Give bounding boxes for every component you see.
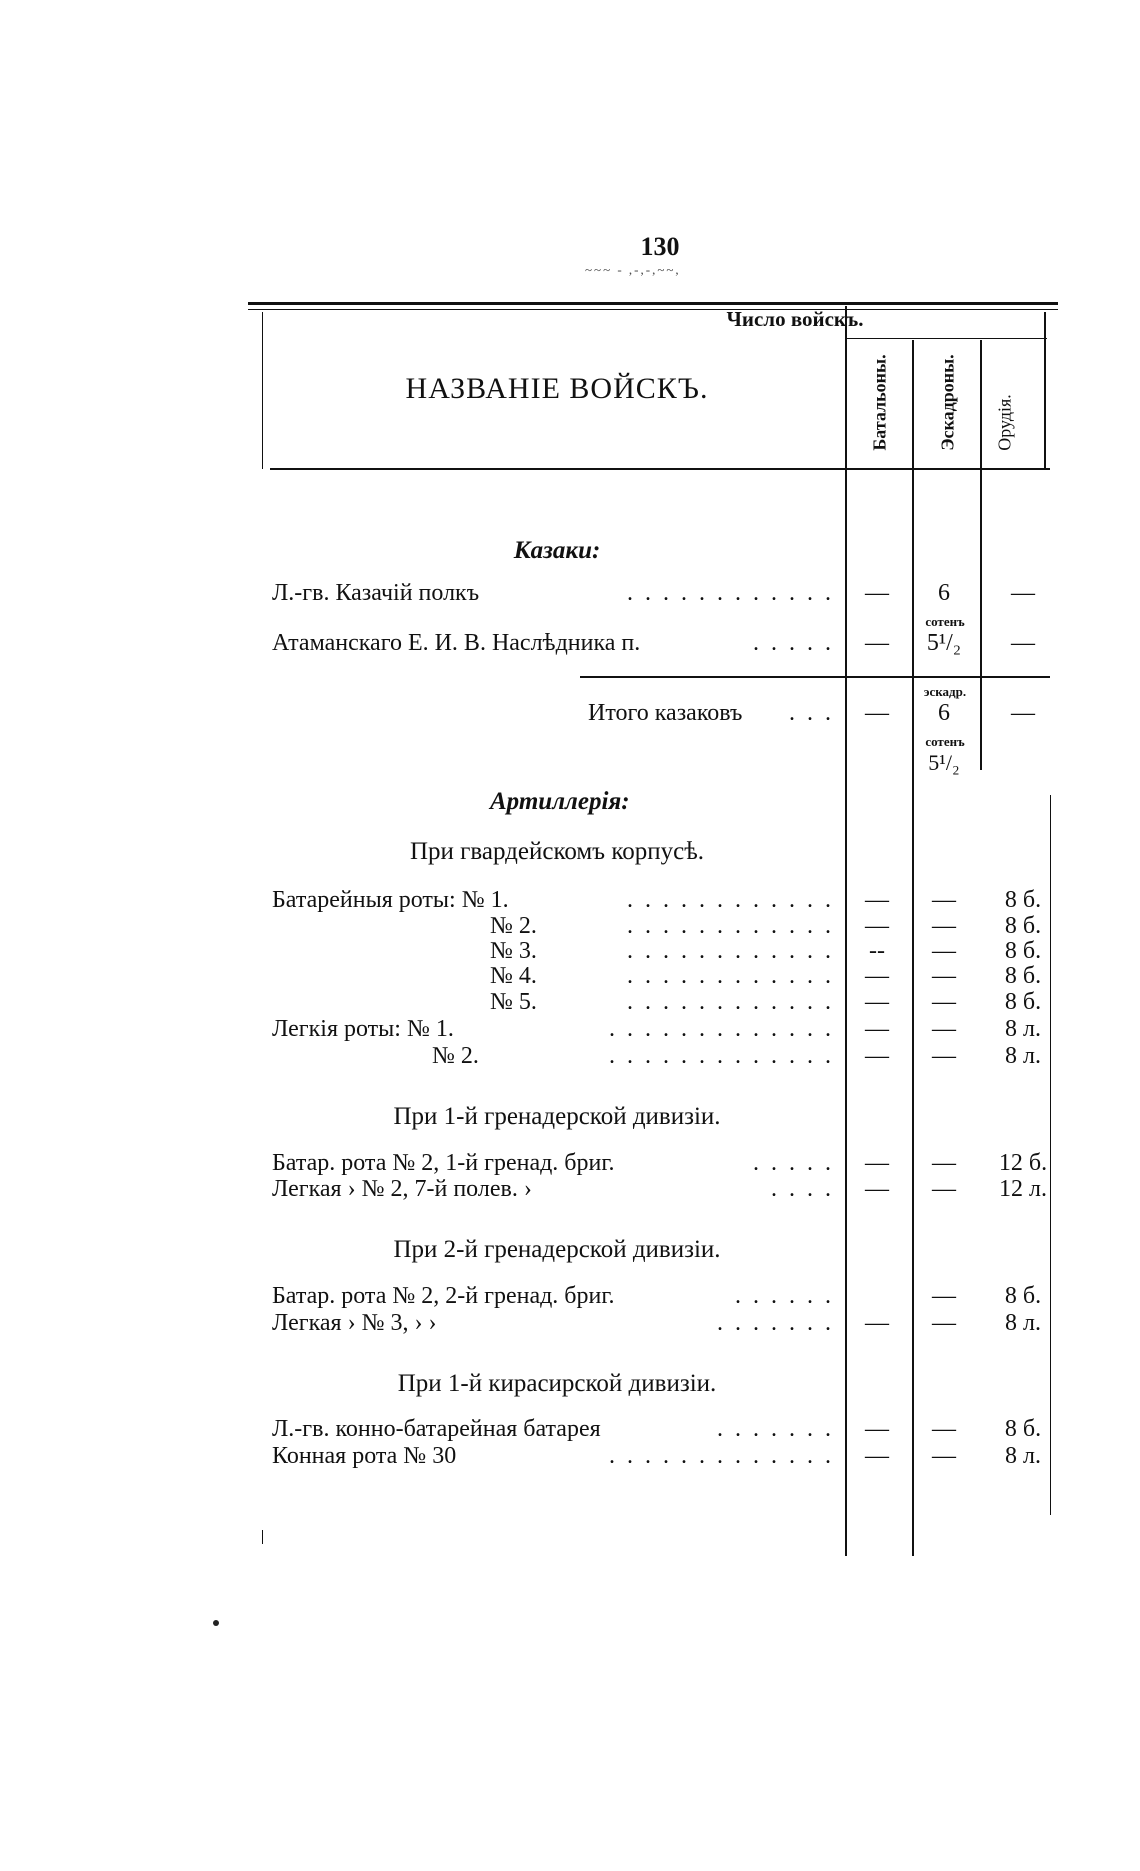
- cell-squadrons: —: [932, 1443, 956, 1469]
- cell-guns: 8 л.: [1005, 1016, 1041, 1042]
- dot-leader: . . . . . . . . . . . .: [627, 887, 834, 913]
- cell-guns: —: [1011, 630, 1035, 656]
- table-row: [272, 580, 842, 610]
- cell-guns: 8 б.: [1004, 989, 1042, 1015]
- section-artillery: Артиллерія:: [490, 788, 630, 815]
- cell-battalions: —: [865, 630, 889, 656]
- cell-battalions: —: [865, 913, 889, 939]
- section-guards: При гвардейскомъ корпусѣ.: [409, 838, 705, 865]
- row-label: Л.-гв. конно-батарейная батарея: [272, 1416, 601, 1442]
- cell-battalions: —: [865, 1150, 889, 1176]
- table-row: [272, 1443, 842, 1473]
- row-label: Л.-гв. Казачій полкъ: [272, 580, 480, 606]
- cell-squadrons: —: [932, 1043, 956, 1069]
- row-label: Легкая › № 3, › ›: [272, 1310, 437, 1336]
- total-sotni-value: 5¹/₂: [928, 750, 960, 775]
- table-row: [272, 1043, 842, 1073]
- cell-guns: —: [1011, 700, 1035, 726]
- row-label: Итого казаковъ: [588, 700, 743, 726]
- dot-leader: . . .: [789, 700, 834, 726]
- row-label: Конная рота № 30: [272, 1443, 457, 1469]
- cell-battalions: —: [865, 700, 889, 726]
- page-number: 130: [640, 232, 680, 261]
- cell-squadrons: —: [932, 1416, 956, 1442]
- cell-squadrons: 6: [938, 580, 950, 606]
- cell-squadrons: —: [932, 1283, 956, 1309]
- cell-squadrons: —: [932, 887, 956, 913]
- cell-battalions: —: [865, 1443, 889, 1469]
- table-row: [272, 1416, 842, 1446]
- section-cuir1: При 1-й кирасирской дивизіи.: [397, 1370, 717, 1397]
- cell-squadrons: —: [932, 938, 956, 964]
- cell-battalions: --: [869, 938, 885, 964]
- table-row: [272, 1016, 842, 1046]
- cell-battalions: —: [865, 1016, 889, 1042]
- dot-leader: . . . . .: [753, 630, 834, 656]
- cell-battalions: —: [865, 1176, 889, 1202]
- row-label: № 4.: [490, 963, 537, 989]
- cell-squadrons: 5¹/₂: [926, 630, 962, 656]
- page-ornament: ~~~ - ,-,-,~~,: [585, 262, 681, 277]
- section-gren1: При 1-й гренадерской дивизіи.: [393, 1103, 721, 1130]
- column-header-guns: Орудія.: [994, 394, 1015, 451]
- cell-guns: 12 б.: [998, 1150, 1048, 1176]
- cell-battalions: —: [865, 580, 889, 606]
- dot-leader: . . . .: [771, 1176, 834, 1202]
- cell-guns: 8 л.: [1005, 1310, 1041, 1336]
- group-header: Число войскъ.: [726, 307, 864, 331]
- row-label: Батарейныя роты: № 1.: [272, 887, 509, 913]
- cell-guns: 8 л.: [1005, 1043, 1041, 1069]
- table-row-total: [272, 700, 842, 730]
- cell-battalions: —: [865, 989, 889, 1015]
- table-top-rule: [248, 302, 1058, 305]
- note-sotni: сотенъ: [925, 614, 965, 629]
- column-header-battalions: Батальоны.: [869, 354, 890, 451]
- cell-squadrons: —: [932, 989, 956, 1015]
- cell-battalions: —: [865, 887, 889, 913]
- row-label: Легкія роты: № 1.: [272, 1016, 454, 1042]
- dot-leader: . . . . . . . . . . . . .: [609, 1043, 834, 1069]
- section-gren2: При 2-й гренадерской дивизіи.: [393, 1236, 721, 1263]
- cell-squadrons: —: [932, 1016, 956, 1042]
- table-title: НАЗВАНІЕ ВОЙСКЪ.: [405, 372, 709, 405]
- row-label: № 3.: [490, 938, 537, 964]
- table-row: [272, 1310, 842, 1340]
- dot-leader: . . . . . . .: [717, 1310, 834, 1336]
- dot-leader: . . . . .: [753, 1150, 834, 1176]
- total-rule: [580, 676, 1050, 678]
- col-rule-4: [1044, 312, 1046, 468]
- column-header-squadrons: Эскадроны.: [937, 354, 958, 451]
- dot-leader: . . . . . . . . . . . .: [627, 963, 834, 989]
- cell-guns: 8 б.: [1004, 1416, 1042, 1442]
- stray-dot: [213, 1620, 219, 1626]
- cell-guns: 8 б.: [1004, 913, 1042, 939]
- row-label: Атаманскаго Е. И. В. Наслѣдника п.: [272, 630, 641, 656]
- note-eskadr: эскадр.: [923, 684, 967, 699]
- table-row: [272, 1283, 842, 1313]
- dot-leader: . . . . . . . . . . . .: [627, 913, 834, 939]
- header-bottom-rule: [270, 468, 1050, 470]
- dot-leader: . . . . . . . . . . . .: [627, 580, 834, 606]
- table-row: [272, 630, 842, 660]
- cell-guns: 8 б.: [1004, 938, 1042, 964]
- cell-squadrons: —: [932, 963, 956, 989]
- dot-leader: . . . . . . .: [717, 1416, 834, 1442]
- cell-battalions: —: [865, 1043, 889, 1069]
- cell-battalions: —: [865, 1310, 889, 1336]
- cell-squadrons: 6: [938, 700, 950, 726]
- cell-squadrons: —: [932, 913, 956, 939]
- cell-battalions: —: [865, 963, 889, 989]
- dot-leader: . . . . . . . . . . . . .: [609, 1016, 834, 1042]
- cell-squadrons: —: [932, 1176, 956, 1202]
- row-label: Батар. рота № 2, 2-й гренад. бриг.: [272, 1283, 615, 1309]
- dot-leader: . . . . . . . . . . . .: [627, 938, 834, 964]
- cell-guns: 8 б.: [1004, 963, 1042, 989]
- cell-guns: 8 л.: [1005, 1443, 1041, 1469]
- table-row: [272, 1176, 842, 1206]
- row-label: № 2.: [490, 913, 537, 939]
- dot-leader: . . . . . . . . . . . .: [627, 989, 834, 1015]
- row-label: Батар. рота № 2, 1-й гренад. бриг.: [272, 1150, 615, 1176]
- dot-leader: . . . . . . . . . . . . .: [609, 1443, 834, 1469]
- cell-guns: —: [1011, 580, 1035, 606]
- dot-leader: . . . . . .: [735, 1283, 834, 1309]
- cell-guns: 8 б.: [1004, 1283, 1042, 1309]
- note-sotni: сотенъ: [925, 734, 965, 749]
- left-margin-tick: [262, 1530, 263, 1544]
- cell-guns: 8 б.: [1004, 887, 1042, 913]
- cell-guns: 12 л.: [999, 1176, 1047, 1202]
- row-label: № 2.: [432, 1043, 479, 1069]
- row-label: Легкая › № 2, 7-й полев. ›: [272, 1176, 532, 1202]
- cell-squadrons: —: [932, 1310, 956, 1336]
- table-row: [272, 989, 842, 1019]
- section-cossacks: Казаки:: [513, 537, 601, 564]
- cell-squadrons: —: [932, 1150, 956, 1176]
- cell-battalions: —: [865, 1416, 889, 1442]
- row-label: № 5.: [490, 989, 537, 1015]
- group-header-rule: [847, 338, 1047, 339]
